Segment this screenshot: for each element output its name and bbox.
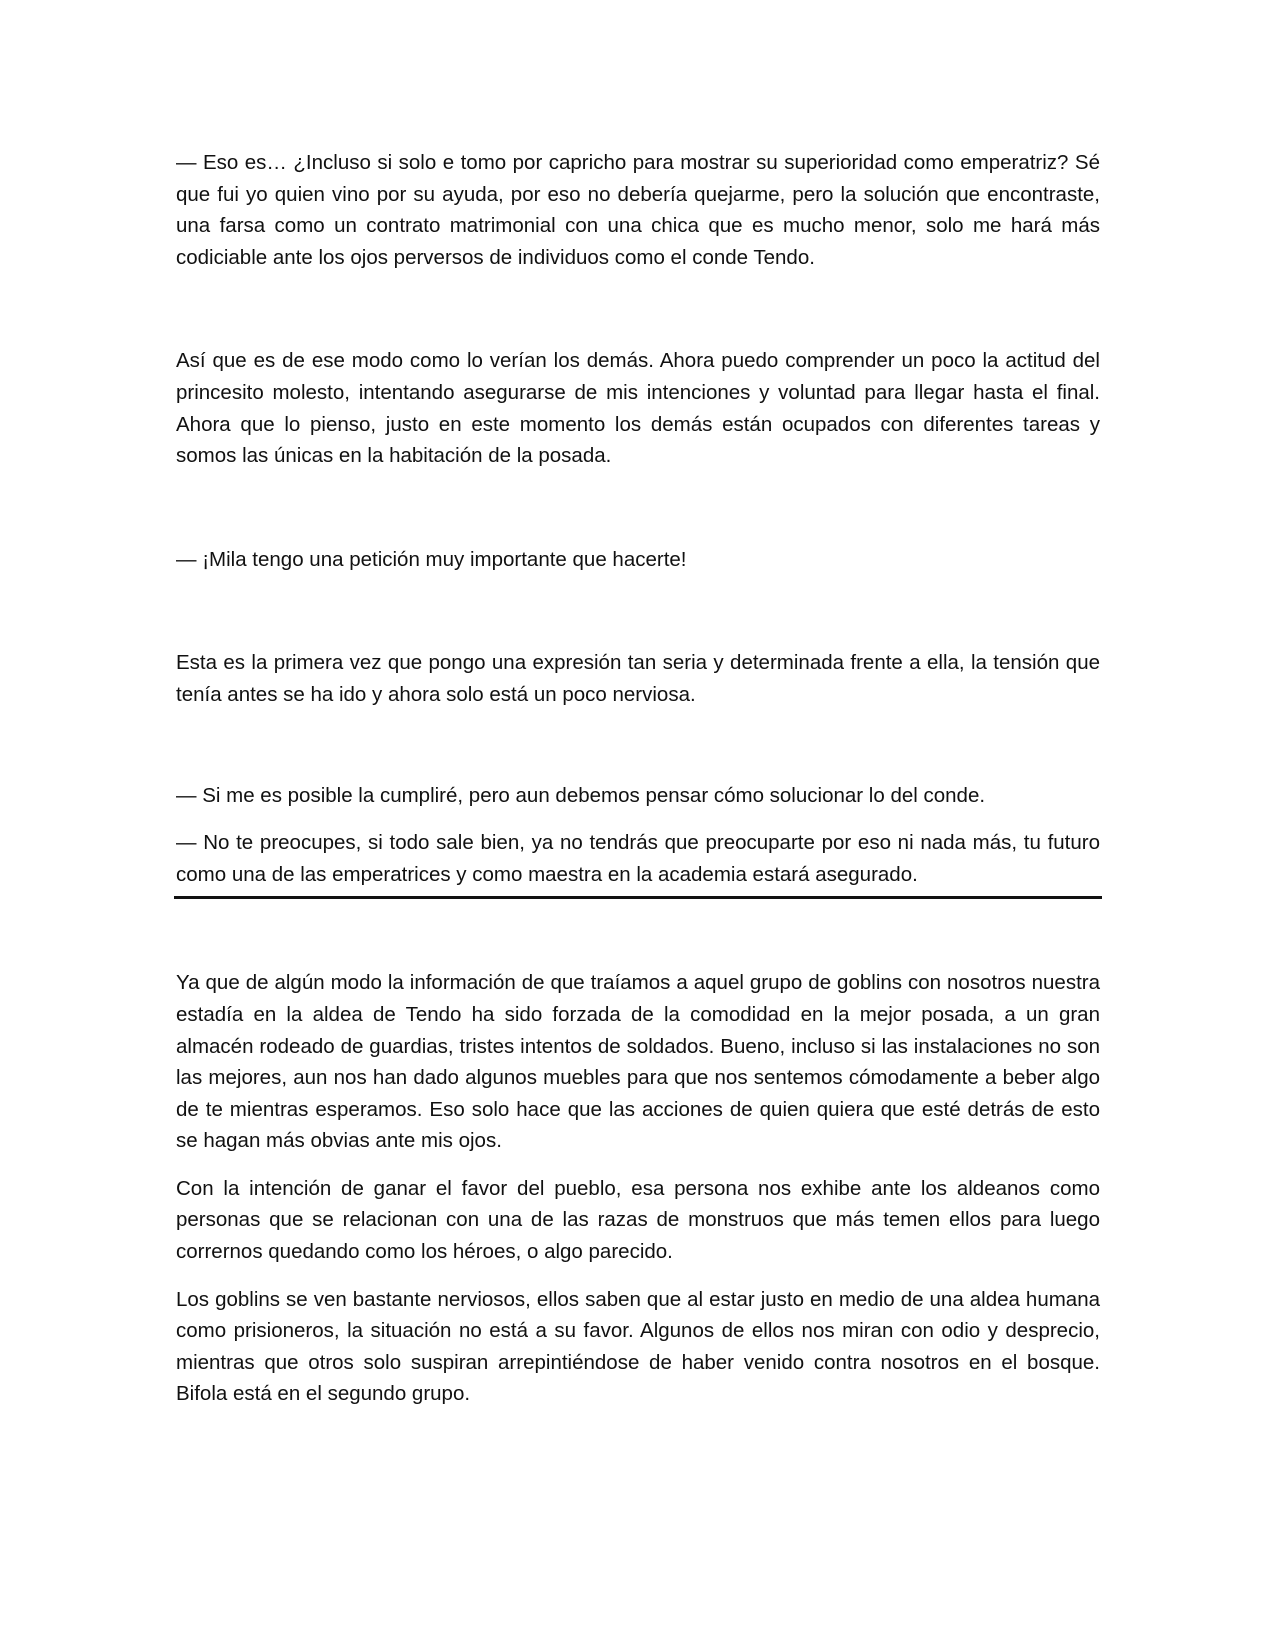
paragraph-narration: Así que es de ese modo como lo verían los demás. Ahora puedo comprender un poco la actitud del princesito molesto, intentando asegurarse de mis intenciones y voluntad para llegar hasta el final. Ahora que lo pienso, justo en este momento los demás están ocupados con diferentes tareas y somos las únicas en la habitación de la posada. xyxy=(176,349,1100,468)
paragraph-dialogue: — Eso es… ¿Incluso si solo e tomo por capricho para mostrar su superioridad como emperatriz? Sé que fui yo quien vino por su ayuda, por eso no debería quejarme, pero la solución que encontraste, una farsa como un contrato matrimonial con una chica que es mucho menor, solo me hará más codiciable ante los ojos perversos de individuos como el conde Tendo. xyxy=(176,151,1100,269)
paragraph-dialogue: — No te preocupes, si todo sale bien, ya no tendrás que preocuparte por eso ni nada más, tu futuro como una de las emperatrices y como maestra en la academia estará asegurado. xyxy=(176,831,1100,886)
paragraph-narration: Esta es la primera vez que pongo una expresión tan seria y determinada frente a ella, la tensión que tenía antes se ha ido y ahora solo está un poco nerviosa. xyxy=(176,651,1100,706)
text-column xyxy=(176,147,1100,1410)
section-divider xyxy=(174,896,1102,899)
paragraph-narration: Ya que de algún modo la información de que traíamos a aquel grupo de goblins con nosotros nuestra estadía en la aldea de Tendo ha sido forzada de la comodidad en la mejor posada, a un gran almacén rodeado de guardias, tristes intentos de soldados. Bueno, incluso si las instalaciones no son las mejores, aun nos han dado algunos muebles para que nos sentemos cómodamente a beber algo de te mientras esperamos. Eso solo hace que las acciones de quien quiera que esté detrás de esto se hagan más obvias ante mis ojos. xyxy=(176,971,1100,1153)
paragraph-narration: Los goblins se ven bastante nerviosos, ellos saben que al estar justo en medio de una aldea humana como prisioneros, la situación no está a su favor. Algunos de ellos nos miran con odio y desprecio, mientras que otros solo suspiran arrepintiéndose de haber venido contra nosotros en el bosque. Bifola está en el segundo grupo. xyxy=(176,1287,1100,1406)
paragraph-narration: Con la intención de ganar el favor del pueblo, esa persona nos exhibe ante los aldeanos como personas que se relacionan con una de las razas de monstruos que más temen ellos para luego corrernos quedando como los héroes, o algo parecido. xyxy=(176,1176,1100,1264)
paragraph-dialogue: — ¡Mila tengo una petición muy importante que hacerte! xyxy=(176,547,687,571)
paragraph-dialogue: — Si me es posible la cumpliré, pero aun debemos pensar cómo solucionar lo del conde. xyxy=(176,783,986,807)
